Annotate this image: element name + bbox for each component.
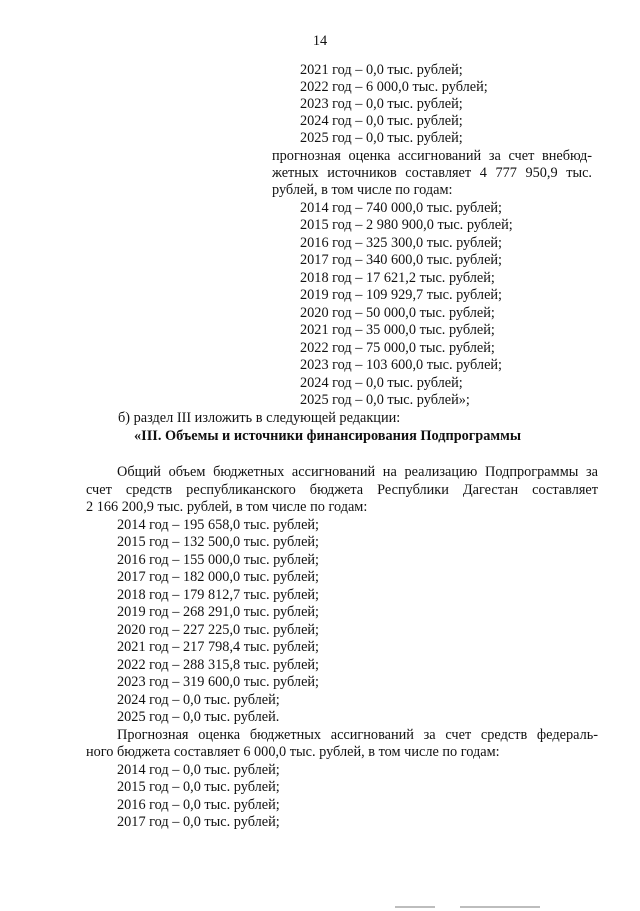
list-item: 2021 год – 0,0 тыс. рублей; [300,62,463,78]
paragraph-line: 2 166 200,9 тыс. рублей, в том числе по годам: [86,499,368,515]
list-item: 2024 год – 0,0 тыс. рублей; [117,692,280,708]
paragraph-line: счет средств республиканского бюджета Республики Дагестан составляет [86,482,598,498]
list-item: 2014 год – 740 000,0 тыс. рублей; [300,200,503,216]
list-item: 2023 год – 0,0 тыс. рублей; [300,96,463,112]
list-item: 2020 год – 227 225,0 тыс. рублей; [117,622,320,638]
list-item: 2017 год – 182 000,0 тыс. рублей; [117,569,320,585]
list-item: 2015 год – 0,0 тыс. рублей; [117,779,280,795]
list-item: 2023 год – 319 600,0 тыс. рублей; [117,674,320,690]
scan-artifact [460,906,540,908]
list-item: 2022 год – 75 000,0 тыс. рублей; [300,340,495,356]
page-number: 14 [312,33,328,49]
list-item: 2021 год – 217 798,4 тыс. рублей; [117,639,320,655]
list-item: 2016 год – 155 000,0 тыс. рублей; [117,552,320,568]
paragraph-line: жетных источников составляет 4 777 950,9 тыс. [272,165,592,181]
paragraph-line: Прогнозная оценка бюджетных ассигнований за счет средств федераль- [117,727,598,743]
list-item: 2024 год – 0,0 тыс. рублей; [300,375,463,391]
list-item: 2016 год – 325 300,0 тыс. рублей; [300,235,503,251]
list-item: 2022 год – 6 000,0 тыс. рублей; [300,79,488,95]
list-item: 2024 год – 0,0 тыс. рублей; [300,113,463,129]
list-item: 2017 год – 0,0 тыс. рублей; [117,814,280,830]
scan-artifact [395,906,435,908]
list-item: 2025 год – 0,0 тыс. рублей. [117,709,280,725]
list-item: 2015 год – 2 980 900,0 тыс. рублей; [300,217,513,233]
paragraph-line: рублей, в том числе по годам: [272,182,453,198]
list-item: 2019 год – 109 929,7 тыс. рублей; [300,287,503,303]
list-item: 2020 год – 50 000,0 тыс. рублей; [300,305,495,321]
list-item: 2025 год – 0,0 тыс. рублей; [300,130,463,146]
list-item: 2015 год – 132 500,0 тыс. рублей; [117,534,320,550]
section-instruction: б) раздел III изложить в следующей редакции: [118,410,401,426]
paragraph-line: ного бюджета составляет 6 000,0 тыс. рублей, в том числе по годам: [86,744,500,760]
list-item: 2018 год – 179 812,7 тыс. рублей; [117,587,320,603]
paragraph-line: прогнозная оценка ассигнований за счет внебюд- [272,148,592,164]
list-item: 2022 год – 288 315,8 тыс. рублей; [117,657,320,673]
list-item: 2023 год – 103 600,0 тыс. рублей; [300,357,503,373]
list-item: 2018 год – 17 621,2 тыс. рублей; [300,270,495,286]
list-item: 2014 год – 195 658,0 тыс. рублей; [117,517,320,533]
paragraph-line: Общий объем бюджетных ассигнований на реализацию Подпрограммы за [117,464,598,480]
list-item: 2014 год – 0,0 тыс. рублей; [117,762,280,778]
list-item: 2019 год – 268 291,0 тыс. рублей; [117,604,320,620]
list-item: 2021 год – 35 000,0 тыс. рублей; [300,322,495,338]
list-item: 2016 год – 0,0 тыс. рублей; [117,797,280,813]
list-item: 2017 год – 340 600,0 тыс. рублей; [300,252,503,268]
list-item: 2025 год – 0,0 тыс. рублей»; [300,392,470,408]
section-heading: «III. Объемы и источники финансирования Подпрограммы [134,428,522,444]
